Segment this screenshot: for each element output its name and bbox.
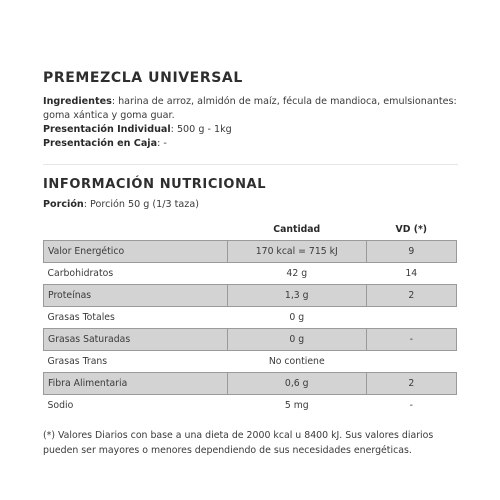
nutrient-name: Grasas Trans bbox=[47, 356, 108, 367]
nutrient-amount: No contiene bbox=[268, 356, 325, 367]
header-vd: VD (*) bbox=[395, 223, 428, 235]
header-amount: Cantidad bbox=[273, 223, 321, 235]
nutrition-row bbox=[44, 351, 457, 373]
nutrient-name: Carbohidratos bbox=[47, 268, 114, 279]
portion-line bbox=[43, 198, 458, 212]
nutrient-amount: 42 g bbox=[286, 268, 308, 279]
nutrient-amount: 5 mg bbox=[284, 400, 309, 411]
box-presentation-value: : - bbox=[157, 138, 167, 149]
product-title: PREMEZCLA UNIVERSAL bbox=[43, 70, 243, 86]
nutrient-amount: 0 g bbox=[227, 329, 366, 351]
ingredients-label: Ingredientes bbox=[43, 96, 112, 107]
nutrient-name: Fibra Alimentaria bbox=[44, 373, 228, 395]
nutrient-vd: 2 bbox=[366, 373, 456, 395]
nutrient-name: Grasas Totales bbox=[47, 312, 115, 323]
box-presentation-line bbox=[43, 137, 458, 151]
nutrient-name: Valor Energético bbox=[44, 241, 228, 263]
product-sheet bbox=[43, 70, 458, 458]
nutrition-row bbox=[44, 373, 457, 395]
section-divider bbox=[43, 164, 458, 165]
nutrient-name: Proteínas bbox=[44, 285, 228, 307]
nutrient-vd: 9 bbox=[366, 241, 456, 263]
nutrition-row bbox=[44, 329, 457, 351]
box-presentation-label: Presentación en Caja bbox=[43, 138, 158, 149]
portion-label: Porción bbox=[43, 199, 84, 210]
nutrient-vd: - bbox=[409, 400, 413, 411]
nutrition-row bbox=[44, 241, 457, 263]
individual-presentation-line bbox=[43, 123, 458, 137]
ingredients-line bbox=[43, 95, 458, 123]
nutrient-name: Sodio bbox=[47, 400, 74, 411]
nutrition-header-row bbox=[44, 218, 457, 241]
nutrition-row bbox=[44, 263, 457, 285]
nutrient-vd: 2 bbox=[366, 285, 456, 307]
nutrient-amount: 0,6 g bbox=[227, 373, 366, 395]
header-nutrient bbox=[44, 218, 228, 241]
individual-presentation-value: : 500 g - 1kg bbox=[170, 124, 232, 135]
nutrient-vd bbox=[366, 351, 456, 373]
nutrient-name: Grasas Saturadas bbox=[44, 329, 228, 351]
nutrition-row bbox=[44, 307, 457, 329]
ingredients-value: : harina de arroz, almidón de maíz, fécula de mandioca, emulsionantes: goma xántica y goma guar. bbox=[43, 96, 457, 121]
nutrient-vd: 14 bbox=[405, 268, 418, 279]
nutrition-row bbox=[44, 285, 457, 307]
nutrient-vd bbox=[366, 307, 456, 329]
nutrition-title: INFORMACIÓN NUTRICIONAL bbox=[43, 177, 267, 192]
portion-value: : Porción 50 g (1/3 taza) bbox=[83, 199, 199, 210]
nutrition-row bbox=[44, 395, 457, 417]
nutrient-amount: 0 g bbox=[289, 312, 305, 323]
footnote: (*) Valores Diarios con base a una dieta de 2000 kcal u 8400 kJ. Sus valores diarios pueden ser mayores o menores dependiendo de sus necesidades energéticas. bbox=[43, 430, 434, 456]
individual-presentation-label: Presentación Individual bbox=[43, 124, 171, 135]
nutrient-amount: 1,3 g bbox=[227, 285, 366, 307]
nutrient-vd: - bbox=[366, 329, 456, 351]
nutrition-table bbox=[43, 218, 457, 416]
nutrient-amount: 170 kcal = 715 kJ bbox=[227, 241, 366, 263]
